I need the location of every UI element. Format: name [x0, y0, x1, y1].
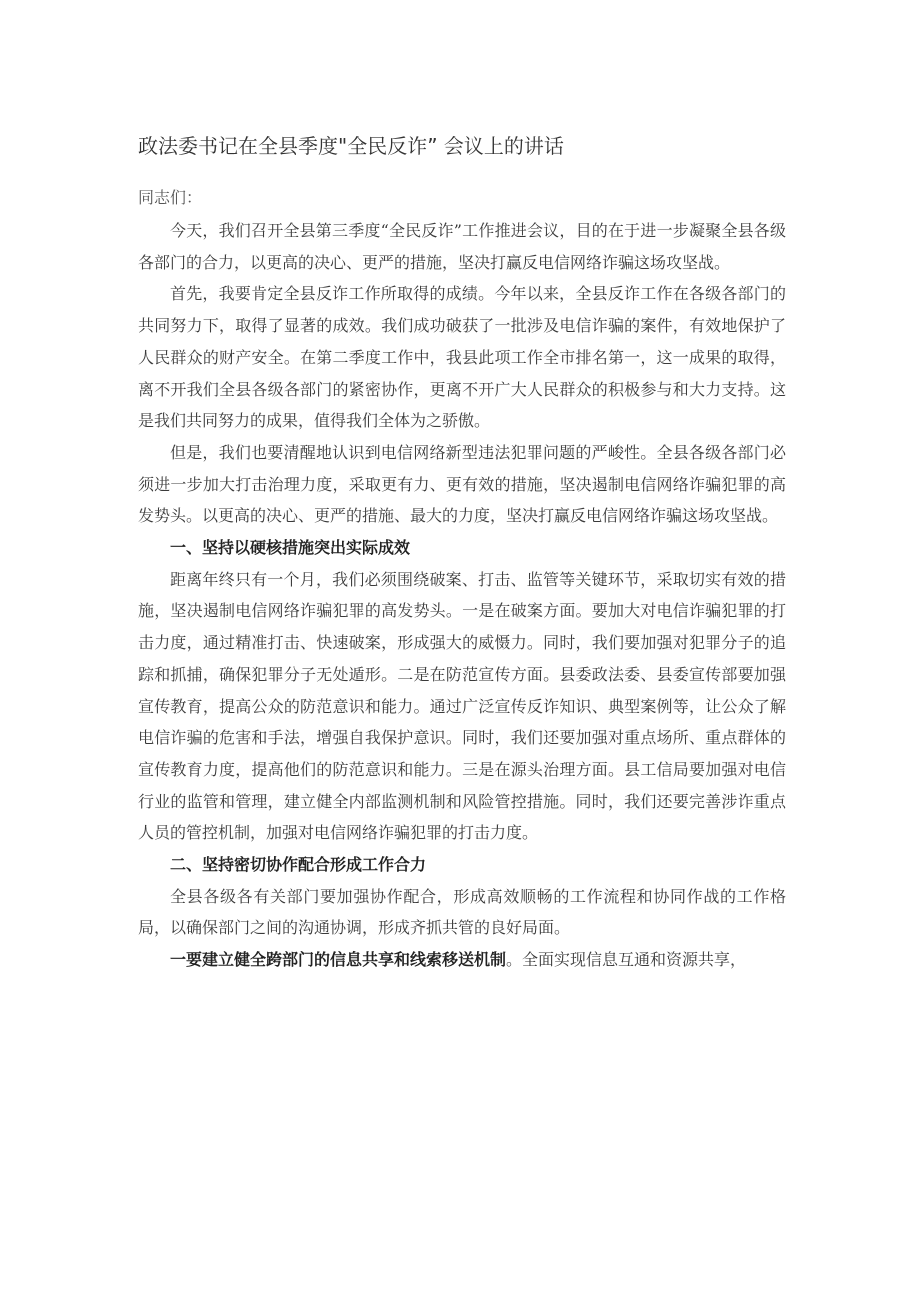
paragraph-coordination: 全县各级各有关部门要加强协作配合，形成高效顺畅的工作流程和协同作战的工作格局，以确保部门之间的沟通协调，形成齐抓共管的良好局面。: [138, 886, 786, 938]
document-title: 政法委书记在全县季度"全民反诈” 会议上的讲话: [138, 134, 564, 158]
paragraph-challenges: 但是，我们也要清醒地认识到电信网络新型违法犯罪问题的严峻性。全县各级各部门必须进一步加大打击治理力度，采取更有力、更有效的措施，坚决遏制电信网络诈骗犯罪的高发势头。以更高的决心、更严的措施、最大的力度，坚决打赢反电信网络诈骗这场攻坚战。: [138, 442, 786, 526]
paragraph-mechanism: [138, 944, 786, 976]
paragraph-achievements: 首先，我要肯定全县反诈工作所取得的成绩。今年以来，全县反诈工作在各级各部门的共同努力下，取得了显著的成效。我们成功破获了一批涉及电信诈骗的案件，有效地保护了人民群众的财产安全。在第二季度工作中，我县此项工作全市排名第一，这一成果的取得，离不开我们全县各级各部门的紧密协作，更离不开广大人民群众的积极参与和大力支持。这是我们共同努力的成果，值得我们全体为之骄傲。: [138, 284, 786, 431]
salutation: 同志们：: [138, 188, 203, 207]
paragraph-opening: 今天，我们召开全县第三季度“全民反诈”工作推进会议，目的在于进一步凝聚全县各级各部门的合力，以更高的决心、更严的措施，坚决打赢反电信网络诈骗这场攻坚战。: [138, 221, 786, 272]
paragraph-measures: 距离年终只有一个月，我们必须围绕破案、打击、监管等关键环节，采取切实有效的措施，坚决遏制电信网络诈骗犯罪的高发势头。一是在破案方面。要加大对电信诈骗犯罪的打击力度，通过精准打击、快速破案，形成强大的威慑力。同时，我们要加强对犯罪分子的追踪和抓捕，确保犯罪分子无处遁形。二是在防范宣传方面。县委政法委、县委宣传部要加强宣传教育，提高公众的防范意识和能力。通过广泛宣传反诈知识、典型案例等，让公众了解电信诈骗的危害和手法，增强自我保护意识。同时，我们还要加强对重点场所、重点群体的宣传教育力度，提高他们的防范意识和能力。三是在源头治理方面。县工信局要加强对电信行业的监管和管理，建立健全内部监测机制和风险管控措施。同时，我们还要完善涉诈重点人员的管控机制，加强对电信网络诈骗犯罪的打击力度。: [138, 569, 786, 843]
section-heading-1: 一、坚持以硬核措施突出实际成效: [170, 538, 411, 558]
document-body: [138, 215, 786, 976]
mechanism-lead: 一要建立健全跨部门的信息共享和线索移送机制: [170, 950, 507, 970]
mechanism-text: 。全面实现信息互通和资源共享，: [506, 950, 747, 970]
section-heading-2: 二、坚持密切协作配合形成工作合力: [170, 855, 427, 875]
